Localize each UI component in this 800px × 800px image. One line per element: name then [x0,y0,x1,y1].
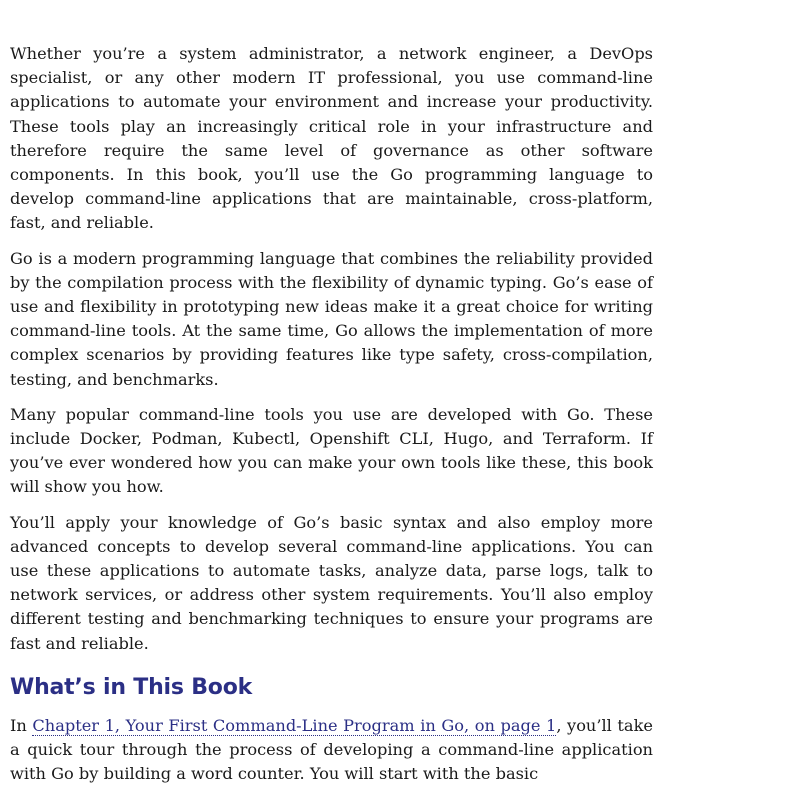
intro-paragraph-2: Go is a modern programming language that combines the reliability provided by the compilation process with the flexibility of dynamic typing. Go’s ease of use and flexibility in prototyping new ideas make it a great choice for writing command-line tools. At the same time, Go allows the implementation of more complex scenarios by providing features like type safety, cross-compilation, testing, and benchmarks. [10,248,653,389]
section-heading: What’s in This Book [10,674,253,700]
chapter-summary-paragraph [10,714,653,787]
paragraph-prefix: In [10,715,33,735]
intro-paragraph-4: You’ll apply your knowledge of Go’s basic syntax and also employ more advanced concepts to develop several command-line applications. You can use these applications to automate tasks, analyze data, parse logs, talk to network services, or address other system requirements. You’ll also employ different testing and benchmarking techniques to ensure your programs are fast and reliable. [10,512,653,653]
book-page [10,42,653,797]
intro-paragraph-1: Whether you’re a system administrator, a network engineer, a DevOps specialist, or any other modern IT professional, you use command-line applications to automate your environment and increase your productivity. These tools play an increasingly critical role in your infrastructure and therefore require the same level of governance as other software components. In this book, you’ll use the Go programming language to develop command-line applications that are maintainable, cross-platform, fast, and reliable. [10,44,653,233]
paragraph-suffix: , you’ll take a quick tour through the process of developing a command-line application with Go by building a word counter. You will start with the basic [10,715,653,784]
chapter-1-link[interactable]: Chapter 1, Your First Command-Line Program in Go, on page 1 [32,715,557,735]
intro-paragraph-3: Many popular command-line tools you use are developed with Go. These include Docker, Podman, Kubectl, Openshift CLI, Hugo, and Terraform. If you’ve ever wondered how you can make your own tools like these, this book will show you how. [10,404,653,497]
